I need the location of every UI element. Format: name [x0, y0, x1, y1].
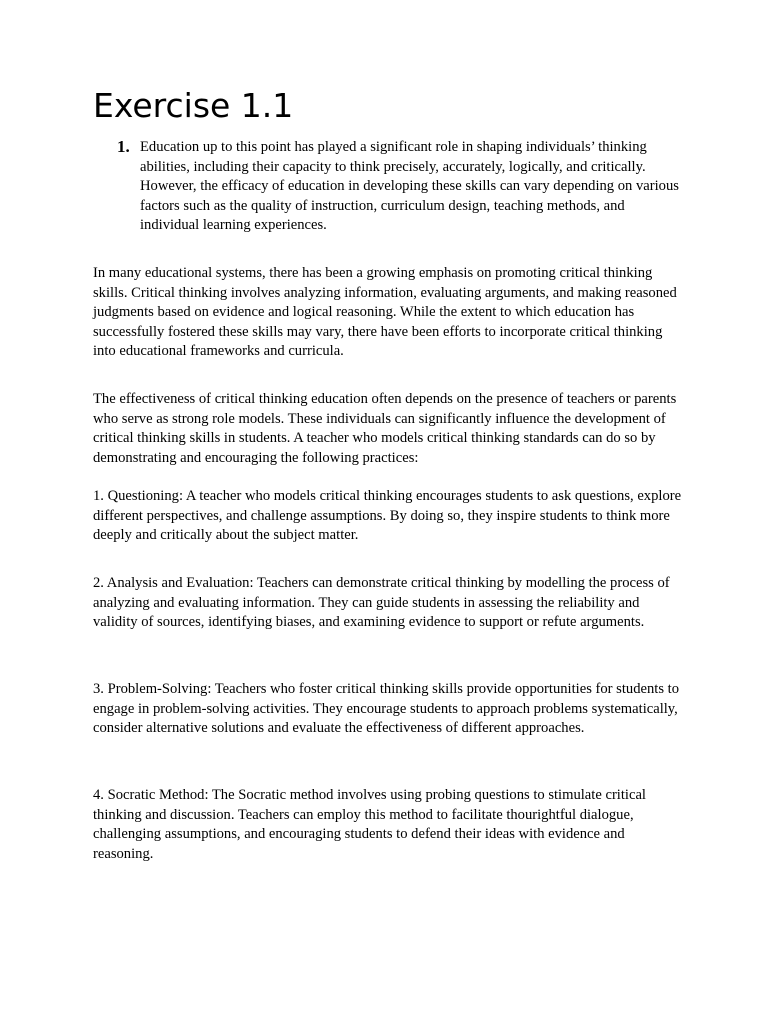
list-item-number: 1.	[117, 137, 130, 156]
paragraph-critical-thinking-emphasis: In many educational systems, there has been a growing emphasis on promoting critical thinking skills. Critical thinking involves analyzing information, evaluating arguments, and making reasoned judgments based on evidence and logical reasoning. While the extent to which education has successfully fostered these skills may vary, there have been efforts to incorporate critical thinking into educational frameworks and curricula.	[93, 265, 677, 360]
paragraph-questioning: 1. Questioning: A teacher who models critical thinking encourages students to ask questions, explore different perspectives, and challenge assumptions. By doing so, they inspire students to think more deeply and critically about the subject matter.	[93, 488, 682, 544]
paragraph-socratic-method: 4. Socratic Method: The Socratic method involves using probing questions to stimulate critical thinking and discussion. Teachers can employ this method to facilitate thourightful dialogue, challenging assumptions, and encouraging students to defend their ideas with evidence and reasoning.	[93, 787, 646, 862]
paragraph-problem-solving: 3. Problem-Solving: Teachers who foster critical thinking skills provide opportunities for students to engage in problem-solving activities. They encourage students to approach problems systematically, consider alternative solutions and evaluate the effectiveness of different approaches.	[93, 681, 680, 737]
paragraph-analysis-evaluation: 2. Analysis and Evaluation: Teachers can demonstrate critical thinking by modelling the process of analyzing and evaluating information. They can guide students in assessing the reliability and validity of sources, identifying biases, and examining evidence to support or refute arguments.	[93, 575, 670, 631]
list-item-text: Education up to this point has played a significant role in shaping individuals’ thinking abilities, including their capacity to think precisely, accurately, logically, and critically. However, the efficacy of education in developing these skills can vary depending on various factors such as the quality of instruction, curriculum design, teaching methods, and individual learning experiences.	[140, 139, 679, 234]
paragraph-role-models: The effectiveness of critical thinking education often depends on the presence of teachers or parents who serve as strong role models. These individuals can significantly influence the development of critical thinking skills in students. A teacher who models critical thinking standards can do so by demonstrating and encouraging the following practices:	[93, 391, 677, 466]
page-title: Exercise 1.1	[93, 86, 294, 125]
